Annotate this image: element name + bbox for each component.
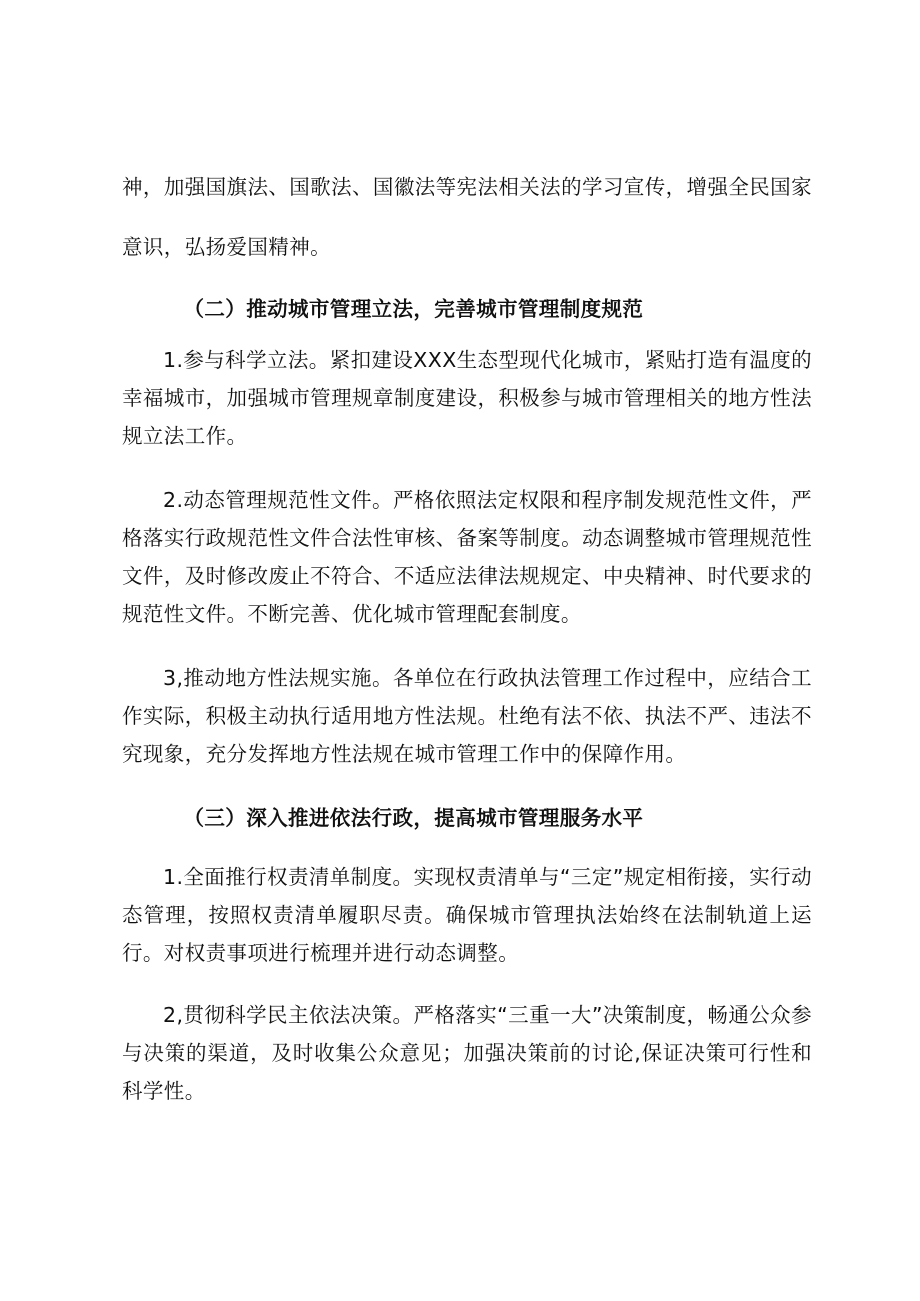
section-heading-2: （二）推动城市管理立法，完善城市管理制度规范	[183, 297, 644, 321]
section-2-item-2: 2.动态管理规范性文件。严格依照法定权限和程序制发规范性文件，严格落实行政规范性文件合法性审核、备案等制度。动态调整城市管理规范性文件，及时修改废止不符合、不适应法律法规规定、中央精神、时代要求的规范性文件。不断完善、优化城市管理配套制度。	[122, 488, 812, 626]
section-3-item-1: 1.全面推行权责清单制度。实现权责清单与“三定”规定相衔接，实行动态管理，按照权责清单履职尽责。确保城市管理执法始终在法制轨道上运行。对权责事项进行梳理并进行动态调整。	[122, 865, 812, 965]
section-2-item-3: 3,推动地方性法规实施。各单位在行政执法管理工作过程中，应结合工作实际，积极主动执行适用地方性法规。杜绝有法不依、执法不严、违法不究现象，充分发挥地方性法规在城市管理工作中的保障作用。	[122, 666, 812, 766]
continuation-paragraph: 神，加强国旗法、国歌法、国徽法等宪法相关法的学习宣传，增强全民国家意识，弘扬爱国精神。	[122, 175, 812, 259]
section-2-item-1: 1.参与科学立法。紧扣建设XXX生态型现代化城市，紧贴打造有温度的幸福城市，加强城市管理规章制度建设，积极参与城市管理相关的地方性法规立法工作。	[122, 348, 812, 448]
section-3-item-2: 2,贯彻科学民主依法决策。严格落实“三重一大”决策制度，畅通公众参与决策的渠道，及时收集公众意见；加强决策前的讨论,保证决策可行性和科学性。	[122, 1003, 812, 1103]
section-heading-3: （三）深入推进依法行政，提高城市管理服务水平	[183, 806, 644, 830]
